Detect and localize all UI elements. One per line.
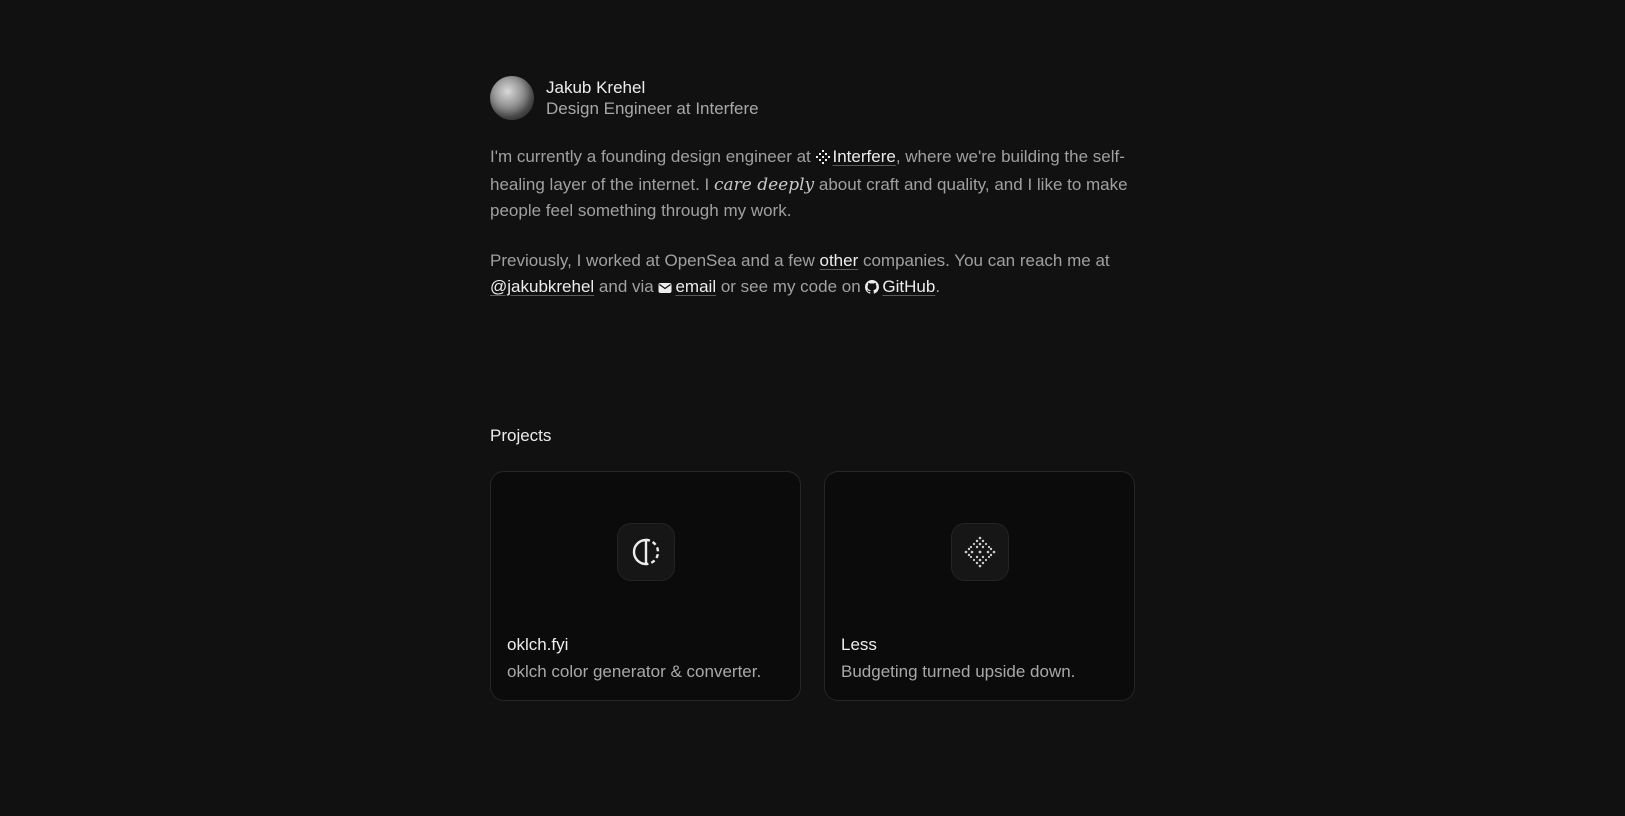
github-icon bbox=[865, 276, 879, 302]
projects-heading: Projects bbox=[490, 426, 552, 445]
bio-text: , where we're building the self-healing layer of the internet. I bbox=[490, 147, 1125, 194]
half-circle-icon bbox=[617, 523, 675, 581]
email-link[interactable]: email bbox=[675, 277, 717, 296]
bio-text: I'm currently a founding design engineer at bbox=[490, 147, 816, 166]
profile-text bbox=[546, 77, 759, 120]
github-link[interactable]: GitHub bbox=[882, 277, 936, 296]
profile-name: Jakub Krehel bbox=[546, 77, 646, 97]
bio-text: . bbox=[935, 277, 941, 296]
avatar bbox=[490, 76, 534, 120]
bio bbox=[490, 144, 1138, 302]
interfere-link[interactable] bbox=[816, 147, 896, 166]
profile-role: Design Engineer at Interfere bbox=[546, 98, 759, 118]
project-description: oklch color generator & converter. bbox=[507, 662, 762, 681]
project-card-less[interactable] bbox=[824, 471, 1135, 701]
interfere-link-label: Interfere bbox=[832, 147, 896, 166]
bio-text: about craft and quality, and I like to make people feel something through my work. bbox=[490, 175, 1128, 220]
bio-paragraph-1 bbox=[490, 144, 1138, 224]
project-title: Less bbox=[841, 635, 877, 654]
dotted-diamond-icon bbox=[951, 523, 1009, 581]
bio-emphasis: care deeply bbox=[713, 175, 815, 195]
page bbox=[490, 76, 1138, 681]
bio-paragraph-2 bbox=[490, 248, 1138, 302]
projects-grid bbox=[490, 471, 1135, 701]
project-title: oklch.fyi bbox=[507, 635, 569, 654]
project-card-oklch[interactable] bbox=[490, 471, 801, 701]
twitter-handle-link[interactable]: @jakubkrehel bbox=[490, 277, 595, 296]
bio-text: Previously, I worked at OpenSea and a few bbox=[490, 251, 820, 270]
other-companies-link[interactable]: other bbox=[819, 251, 859, 270]
bio-text: companies. You can reach me at bbox=[858, 251, 1110, 270]
mail-icon bbox=[658, 276, 672, 302]
bio-text: and via bbox=[594, 277, 659, 296]
profile-header bbox=[490, 76, 1138, 120]
bio-text: or see my code on bbox=[716, 277, 866, 296]
project-description: Budgeting turned upside down. bbox=[841, 662, 1076, 681]
interfere-logo-icon bbox=[816, 146, 830, 172]
